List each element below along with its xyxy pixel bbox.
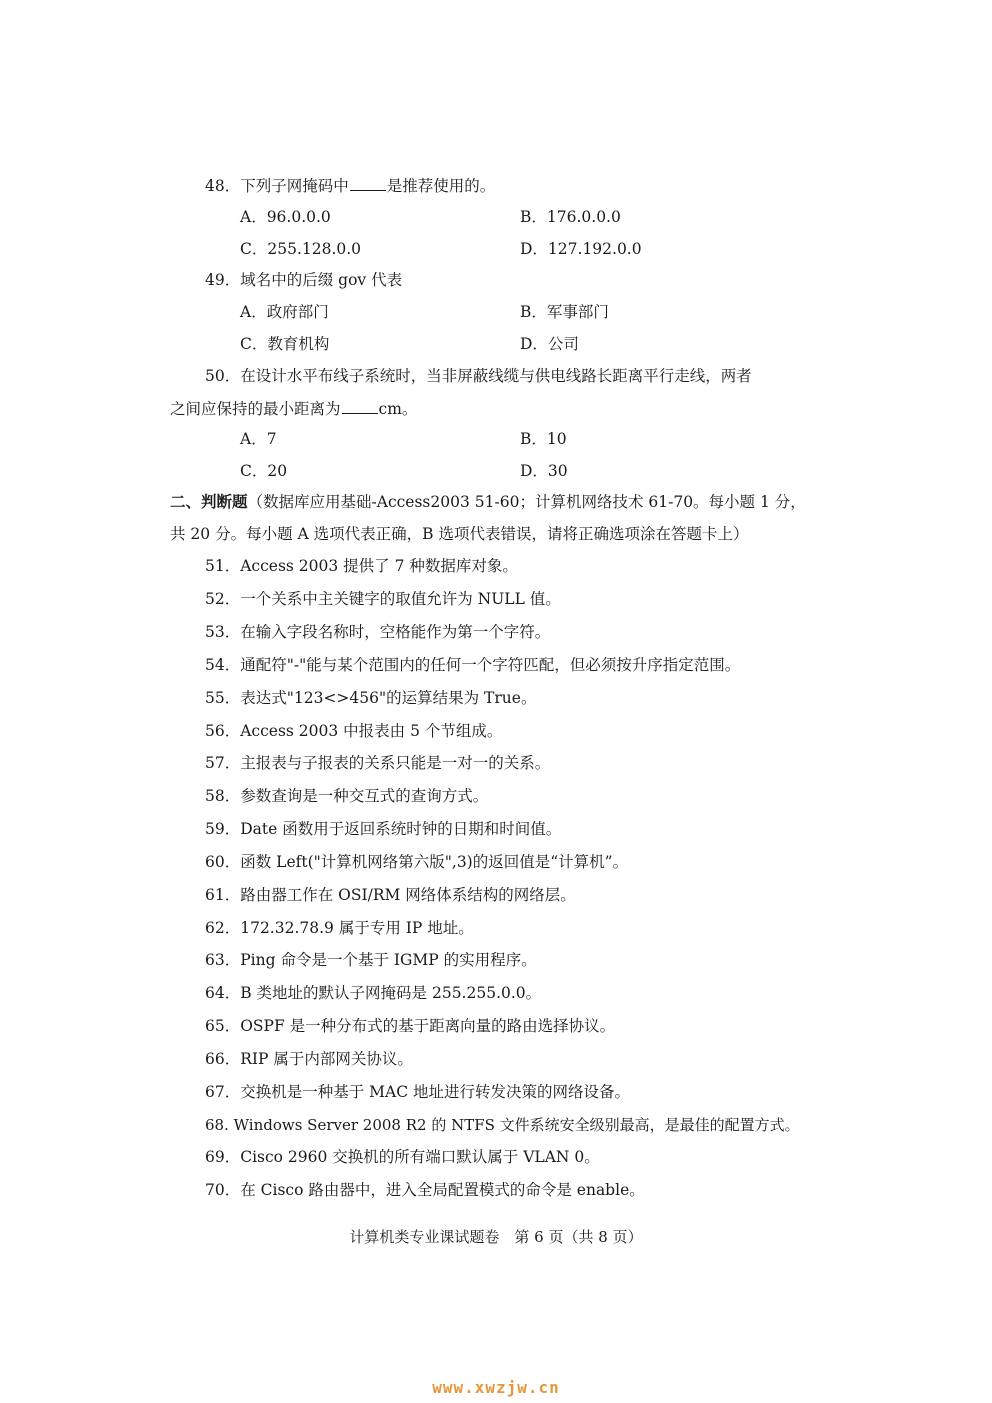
- page-footer: 计算机类专业课试题卷 第 6 页（共 8 页）: [349, 1228, 643, 1246]
- question-54: 54．通配符"-"能与某个范围内的任何一个字符匹配，但必须按升序指定范围。: [205, 656, 741, 674]
- question-stem: cm。: [378, 400, 418, 418]
- question-56: 56．Access 2003 中报表由 5 个节组成。: [205, 722, 503, 740]
- option-d: D．公司: [520, 335, 579, 353]
- question-70: 70．在 Cisco 路由器中，进入全局配置模式的命令是 enable。: [205, 1181, 645, 1199]
- option-c: C．20: [240, 462, 288, 480]
- question-65: 65．OSPF 是一种分布式的基于距离向量的路由选择协议。: [205, 1017, 616, 1035]
- question-66: 66．RIP 属于内部网关协议。: [205, 1050, 413, 1068]
- option-c: C．255.128.0.0: [240, 240, 362, 258]
- question-55: 55．表达式"123<>456"的运算结果为 True。: [205, 689, 537, 707]
- question-52: 52．一个关系中主关键字的取值允许为 NULL 值。: [205, 590, 561, 608]
- question-61: 61．路由器工作在 OSI/RM 网络体系结构的网络层。: [205, 886, 576, 904]
- question-67: 67．交换机是一种基于 MAC 地址进行转发决策的网络设备。: [205, 1083, 631, 1101]
- question-50: 50．在设计水平布线子系统时，当非屏蔽线缆与供电线路长距离平行走线，两者: [205, 367, 752, 385]
- question-57: 57．主报表与子报表的关系只能是一对一的关系。: [205, 754, 551, 772]
- option-b: B．176.0.0.0: [520, 208, 621, 226]
- question-58: 58．参数查询是一种交互式的查询方式。: [205, 787, 489, 805]
- question-51: 51．Access 2003 提供了 7 种数据库对象。: [205, 557, 518, 575]
- answer-blank: [350, 175, 386, 191]
- question-62: 62．172.32.78.9 属于专用 IP 地址。: [205, 919, 474, 937]
- option-a: A．7: [240, 430, 277, 448]
- question-49: 49．域名中的后缀 gov 代表: [205, 271, 403, 289]
- section-title: 二、判断题: [170, 492, 248, 511]
- question-50-continued: [170, 398, 417, 419]
- question-stem: 之间应保持的最小距离为: [170, 400, 341, 418]
- question-48: [205, 175, 495, 196]
- question-63: 63．Ping 命令是一个基于 IGMP 的实用程序。: [205, 951, 537, 969]
- section-heading: [170, 492, 806, 512]
- question-53: 53．在输入字段名称时，空格能作为第一个字符。: [205, 623, 551, 641]
- question-stem: 是推荐使用的。: [386, 177, 496, 195]
- section-description: （数据库应用基础-Access2003 51-60；计算机网络技术 61-70。每小题 1 分，: [247, 493, 806, 511]
- option-c: C．教育机构: [240, 335, 330, 353]
- question-68: 68. Windows Server 2008 R2 的 NTFS 文件系统安全级别最高，是最佳的配置方式。: [205, 1116, 800, 1134]
- question-69: 69．Cisco 2960 交换机的所有端口默认属于 VLAN 0。: [205, 1148, 600, 1166]
- question-stem: 48．下列子网掩码中: [205, 177, 349, 195]
- watermark-url: www.xwzjw.cn: [432, 1378, 560, 1397]
- option-a: A．96.0.0.0: [240, 208, 331, 226]
- option-b: B．10: [520, 430, 567, 448]
- question-60: 60．函数 Left("计算机网络第六版",3)的返回值是“计算机”。: [205, 853, 629, 871]
- option-d: D．30: [520, 462, 568, 480]
- option-b: B．军事部门: [520, 303, 609, 321]
- option-a: A．政府部门: [240, 303, 329, 321]
- question-59: 59．Date 函数用于返回系统时钟的日期和时间值。: [205, 820, 562, 838]
- answer-blank: [342, 398, 378, 414]
- question-64: 64．B 类地址的默认子网掩码是 255.255.0.0。: [205, 984, 542, 1002]
- section-description-line2: 共 20 分。每小题 A 选项代表正确，B 选项代表错误，请将正确选项涂在答题卡上）: [170, 525, 749, 543]
- option-d: D．127.192.0.0: [520, 240, 642, 258]
